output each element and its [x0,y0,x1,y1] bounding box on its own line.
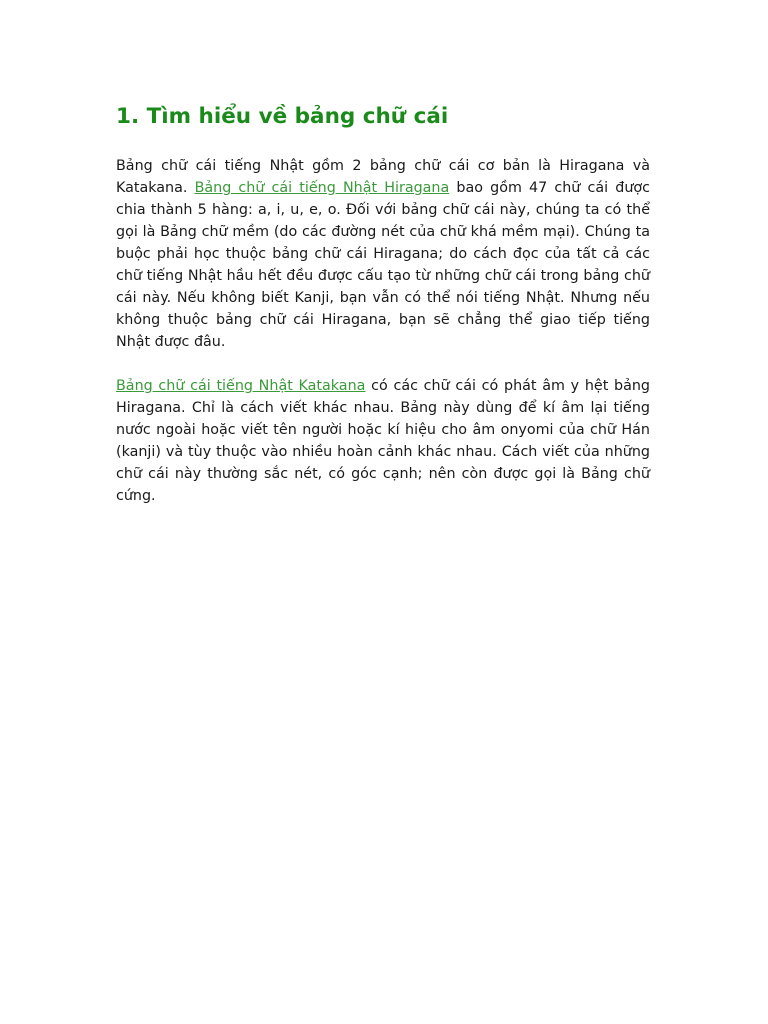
paragraph-text: bao gồm 47 chữ cái được chia thành 5 hàng: a, i, u, e, o. Đối với bảng chữ cái này, chúng ta có thể gọi là Bảng chữ mềm (do các đường nét của chữ khá mềm mại). Chúng ta buộc phải học thuộc bảng chữ cái Hiragana; do cách đọc của tất cả các chữ tiếng Nhật hầu hết đều được cấu tạo từ những chữ cái trong bảng chữ cái này. Nếu không biết Kanji, bạn vẫn có thể nói tiếng Nhật. Nhưng nếu không thuộc bảng chữ cái Hiragana, bạn sẽ chẳng thể giao tiếp tiếng Nhật được đâu. [116,180,650,350]
hiragana-link[interactable]: Bảng chữ cái tiếng Nhật Hiragana [194,180,450,196]
document-content [116,100,650,507]
katakana-link[interactable]: Bảng chữ cái tiếng Nhật Katakana [116,378,366,394]
paragraph-hiragana [116,155,650,353]
section-heading: 1. Tìm hiểu về bảng chữ cái [116,104,449,129]
paragraph-katakana [116,375,650,507]
paragraph-text: Bảng chữ cái tiếng Nhật gồm 2 bảng chữ cái cơ bản là Hiragana và Katakana. [116,158,650,196]
paragraph-text: có các chữ cái có phát âm y hệt bảng Hiragana. Chỉ là cách viết khác nhau. Bảng này dùng để kí âm lại tiếng nước ngoài hoặc viết tên người hoặc kí hiệu cho âm onyomi của chữ Hán (kanji) và tùy thuộc vào nhiều hoàn cảnh khác nhau. Cách viết của những chữ cái này thường sắc nét, có góc cạnh; nên còn được gọi là Bảng chữ cứng. [116,378,650,504]
